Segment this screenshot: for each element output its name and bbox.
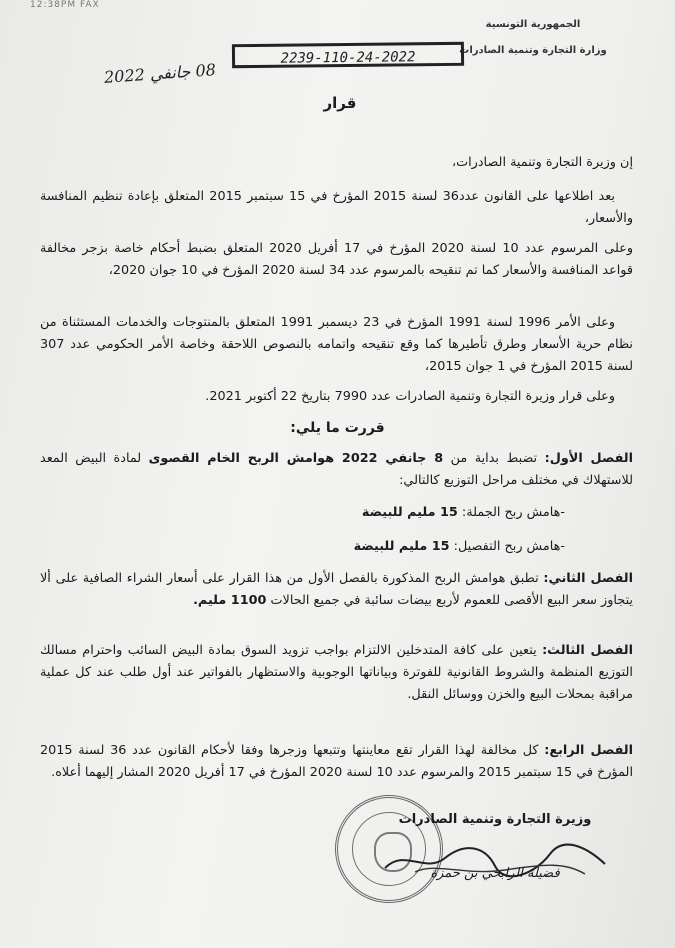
article-3-text: يتعين على كافة المتدخلين الالتزام بواجب تزويد السوق بمادة البيض السائب واحترام مسالك التوزيع المنظمة والشروط القانونية للفوترة وبياناتها الوجوبية والاستظهار بالفواتير عند أول طلب عند كل عملية مراقبة بمحلات البيع والخزن ووسائل النقل. — [40, 643, 633, 702]
article-2-label: الفصل الثاني: — [543, 571, 633, 586]
article-3-label: الفصل الثالث: — [542, 643, 633, 658]
article-1-item-retail — [40, 536, 565, 558]
article-2 — [40, 568, 633, 612]
wholesale-margin-label: -هامش ربح الجملة: — [461, 505, 565, 520]
article-2-value: 1100 مليم. — [193, 593, 267, 608]
paragraph-1: بعد اطلاعها على القانون عدد36 لسنة 2015 المؤرخ في 15 سبتمبر 2015 المتعلق بإعادة تنظيم المنافسة والأسعار، — [40, 189, 633, 226]
opening-line: إن وزيرة التجارة وتنمية الصادرات، — [451, 155, 633, 170]
paragraph-3: وعلى الأمر 1996 لسنة 1991 المؤرخ في 23 ديسمبر 1991 المتعلق بالمنتوجات والخدمات المستثناة من نظام حرية الأسعار وطرق تأطيرها كما وقع تنقيحه واتمامه بالنصوص اللاحقة وخاصة الأمر الحكومي عدد 307 لسنة 2015 المؤرخ في 1 جوان 2015، — [40, 315, 633, 374]
reference-number-stamp: 2239-110-24-2022 — [232, 42, 464, 68]
document-title: قرار — [323, 94, 357, 112]
wholesale-margin-value: 15 مليم للبيضة — [361, 505, 458, 520]
fax-header: 12:38PM FAX — [30, 0, 100, 10]
article-1-item-wholesale — [40, 502, 565, 524]
article-1-label: الفصل الأول: — [544, 451, 633, 466]
article-1-rest: لمادة البيض المعد للاستهلاك في مختلف مراحل التوزيع كالتالي: — [40, 451, 633, 488]
article-1-intro: تضبط بداية من — [443, 451, 538, 466]
article-4-text: كل مخالفة لهذا القرار تقع معاينتها وتتبعها وزجرها وفقا لأحكام القانون عدد 36 لسنة 2015 المؤرخ في 15 سبتمبر 2015 والمرسوم عدد 10 لسنة 2020 المؤرخ في 17 أفريل 2020 المشار إليهما أعلاه. — [40, 743, 633, 780]
letterhead-ministry: وزارة التجارة وتنمية الصادرات — [459, 45, 607, 56]
article-4 — [40, 740, 633, 784]
article-1-bold: 8 جانفي 2022 هوامش الربح الخام القصوى — [148, 451, 444, 466]
letterhead-republic: الجمهورية التونسية — [485, 19, 581, 30]
retail-margin-label: -هامش ربح التفصيل: — [453, 539, 565, 554]
article-4-label: الفصل الرابع: — [544, 743, 633, 758]
retail-margin-value: 15 مليم للبيضة — [353, 539, 450, 554]
article-2-text: تطبق هوامش الربح المذكورة بالفصل الأول من هذا القرار على أسعار الشراء الصافية على ألا يتجاوز سعر البيع الأقصى للعموم لأربع بيضات سائبة في جميع الحالات — [40, 571, 633, 608]
issue-date: 08 جانفي 2022 — [103, 60, 217, 87]
minister-title: وزيرة التجارة وتنمية الصادرات — [398, 812, 592, 827]
article-3 — [40, 640, 633, 706]
decision-heading: قررت ما يلي: — [290, 420, 385, 436]
minister-name: فضيلة الرابحي بن حمزة — [430, 866, 560, 881]
paragraph-2: وعلى المرسوم عدد 10 لسنة 2020 المؤرخ في 17 أفريل 2020 المتعلق بضبط أحكام خاصة بزجر مخالفة قواعد المنافسة والأسعار كما تم تنقيحه بالمرسوم عدد 34 لسنة 2020 المؤرخ في 10 جوان 2020، — [40, 241, 634, 278]
signature-block — [375, 812, 615, 827]
article-1 — [40, 448, 633, 492]
paragraph-4: وعلى قرار وزيرة التجارة وتنمية الصادرات عدد 7990 بتاريخ 22 أكتوبر 2021. — [205, 389, 615, 404]
